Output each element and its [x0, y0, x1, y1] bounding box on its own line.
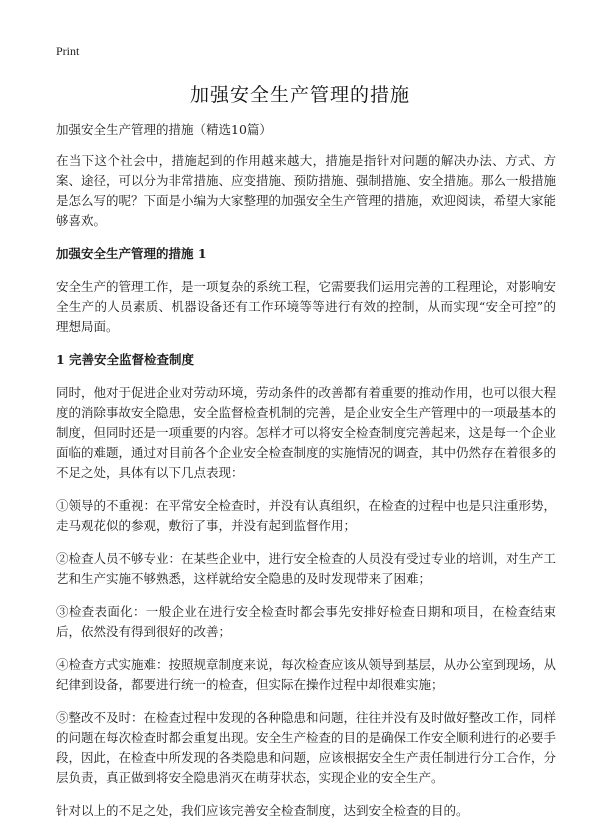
print-link[interactable]: Print — [56, 44, 80, 58]
subsection-paragraph: 同时，他对于促进企业对劳动环境，劳动条件的改善都有着重要的推动作用，也可以很大程度的消除事故安全隐患，安全监督检查机制的完善，是企业安全生产管理中的一项最基本的制度，但同时还是一项重要的内容。怎样才可以将安全检查制度完善起来，这是每一个企业面临的难题，通过对目前各个企业安全检查制度的实施情况的调查，其中仍然存在着很多的不足之处，具体有以下几点表现： — [56, 385, 557, 480]
list-item: ⑤整改不及时：在检查过程中发现的各种隐患和问题，往往并没有及时做好整改工作，同样的问题在每次检查时都会重复出现。安全生产检查的目的是确保工作安全顺利进行的必要手段，因此，在检查中所发现的各类隐患和问题，应该根据安全生产责任制进行分工合作，分层负责，真正做到将安全隐患消灭在萌芽状态，实现企业的安全生产。 — [56, 710, 557, 785]
intro-paragraph: 在当下这个社会中，措施起到的作用越来越大，措施是指针对问题的解决办法、方式、方案、途径，可以分为非常措施、应变措施、预防措施、强制措施、安全措施。那么一般措施是怎么写的呢？下面是小编为大家整理的加强安全生产管理的措施，欢迎阅读，希望大家能够喜欢。 — [56, 153, 557, 228]
section-paragraph: 安全生产的管理工作，是一项复杂的系统工程，它需要我们运用完善的工程理论，对影响安全生产的人员素质、机器设备还有工作环境等等进行有效的控制，从而实现“安全可控”的理想局面。 — [56, 279, 557, 334]
section-heading: 加强安全生产管理的措施 1 — [56, 246, 207, 261]
list-item: ②检查人员不够专业：在某些企业中，进行安全检查的人员没有受过专业的培训，对生产工艺和生产实施不够熟悉，这样就给安全隐患的及时发现带来了困难； — [56, 551, 557, 586]
article-subtitle: 加强安全生产管理的措施（精选10篇） — [56, 122, 272, 137]
article-body — [56, 120, 556, 834]
list-item: ③检查表面化：一般企业在进行安全检查时都会事先安排好检查日期和项目，在检查结束后，依然没有得到很好的改善； — [56, 604, 556, 639]
page-title: 加强安全生产管理的措施 — [189, 84, 410, 106]
list-item: ①领导的不重视：在平常安全检查时，并没有认真组织，在检查的过程中也是只注重形势，走马观花似的参观，敷衍了事，并没有起到监督作用； — [56, 498, 557, 533]
closing-paragraph: 针对以上的不足之处，我们应该完善安全检查制度，达到安全检查的目的。 — [56, 803, 469, 818]
list-item: ④检查方式实施难：按照规章制度来说，每次检查应该从领导到基层，从办公室到现场，从纪律到设备，都要进行统一的检查，但实际在操作过程中却很难实施； — [56, 657, 557, 692]
subsection-heading: 1 完善安全监督检查制度 — [56, 352, 195, 367]
